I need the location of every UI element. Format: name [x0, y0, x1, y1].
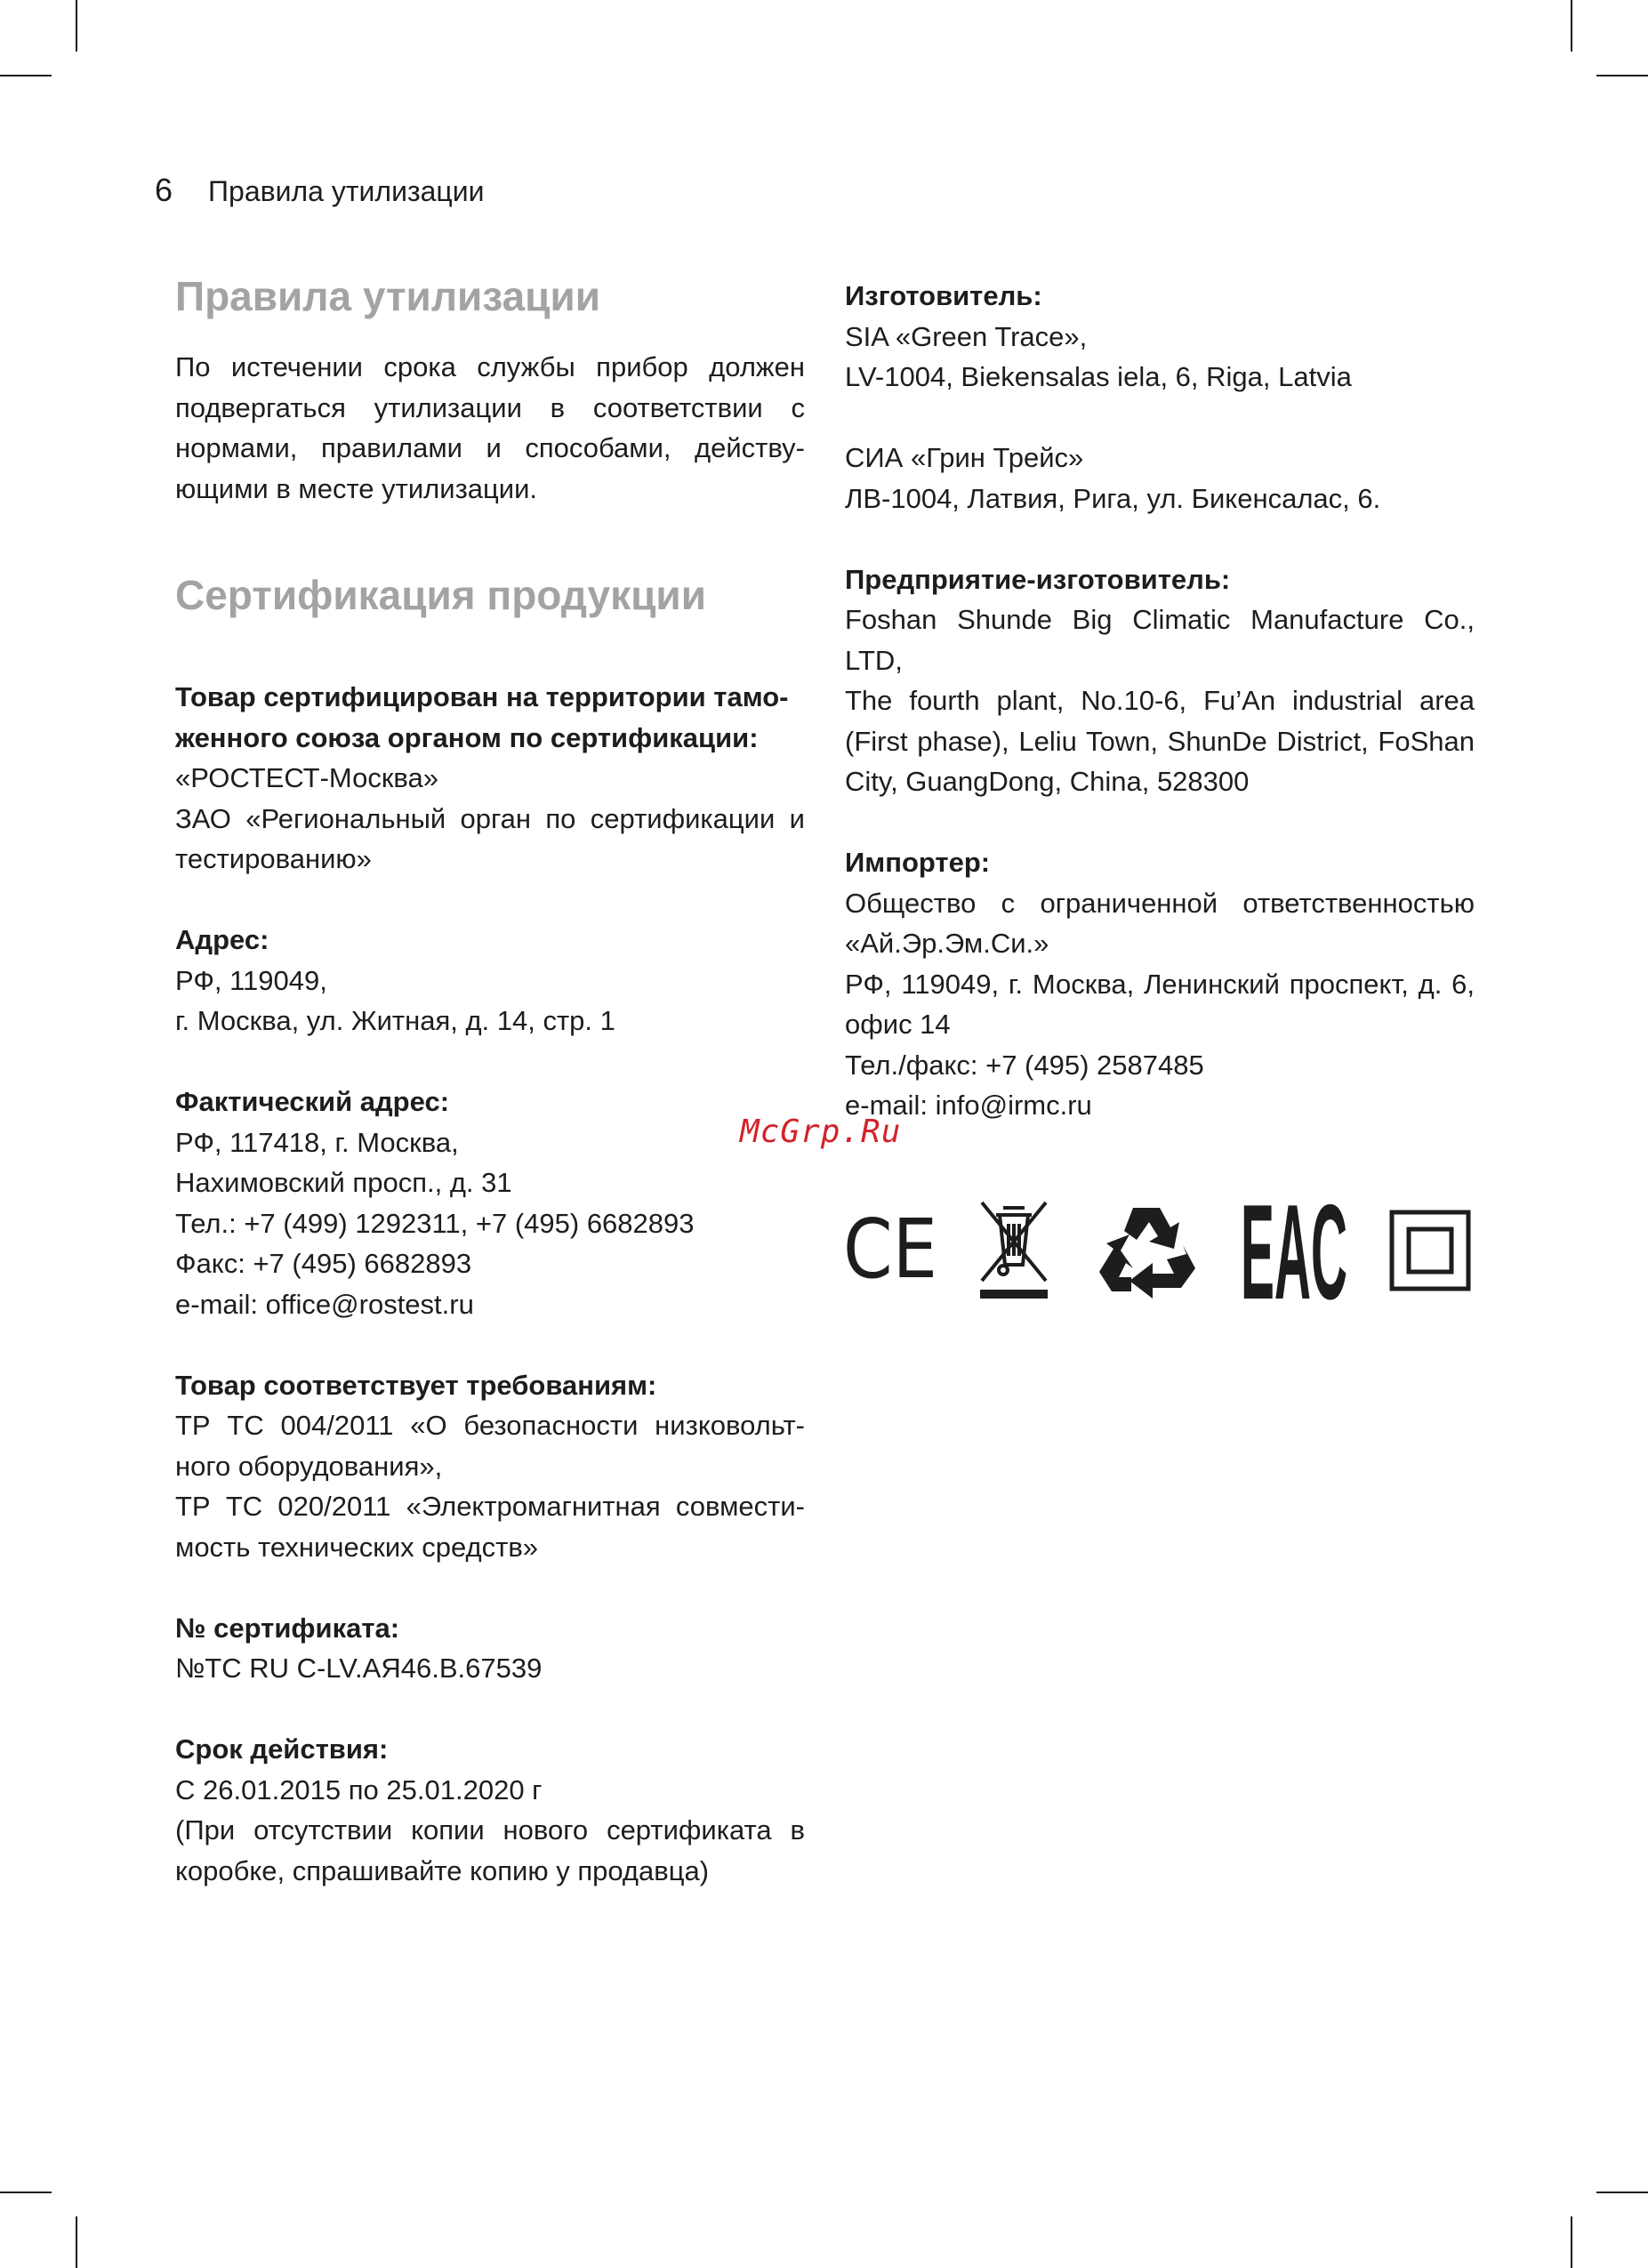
actual-phone: Тел.: +7 (499) 1292311, +7 (495) 6682893: [175, 1207, 695, 1239]
actual-address-line: Нахимовский просп., д. 31: [175, 1167, 512, 1198]
certificate-number-value: №ТС RU C-LV.АЯ46.В.67539: [175, 1653, 543, 1684]
watermark: McGrp.Ru: [740, 1114, 902, 1150]
actual-address-label: Фактический адрес:: [175, 1086, 450, 1117]
validity-label: Срок действия:: [175, 1733, 389, 1765]
weee-bin-icon: [977, 1199, 1051, 1302]
crop-mark: [0, 75, 52, 76]
left-column: [175, 265, 805, 1932]
requirement-item: ТР ТС 004/2011 «О безопасности низковольт-ного оборудования»,: [175, 1410, 805, 1482]
validity-dates: С 26.01.2015 по 25.01.2020 г: [175, 1773, 543, 1806]
manufacturer-line: LV-1004, Biekensalas iela, 6, Riga, Latvia: [845, 361, 1352, 392]
cert-intro-line-2: женного союза органом по сертификации:: [175, 721, 759, 753]
plant-company: Foshan Shunde Big Climatic Manufacture Co., LTD,: [845, 604, 1475, 676]
plant-label: Предприятие-изготовитель:: [845, 563, 1231, 595]
importer-block: [845, 842, 1475, 1126]
certificate-number-label: № сертификата:: [175, 1612, 400, 1644]
eac-mark-icon: [1241, 1177, 1347, 1328]
manufacturer-ru-block: [845, 438, 1475, 519]
plant-block: [845, 559, 1475, 802]
running-header: [155, 171, 484, 211]
cert-body-name: «РОСТЕСТ-Москва»: [175, 762, 439, 793]
crop-mark: [1596, 2192, 1648, 2193]
disposal-text: По истечении срока службы прибор должен подвергаться утилизации в соответствии с нормами, правилами и способами, действу-ющими в месте утилизации.: [175, 351, 805, 504]
actual-fax: Факс: +7 (495) 6682893: [175, 1248, 472, 1279]
crop-mark: [76, 2216, 77, 2268]
importer-company: Общество с ограниченной ответственностью «Ай.Эр.Эм.Си.»: [845, 887, 1475, 959]
address-line: г. Москва, ул. Житная, д. 14, стр. 1: [175, 1005, 615, 1036]
running-section-title: Правила утилизации: [208, 175, 485, 207]
manufacturer-block: [845, 276, 1475, 398]
page-number: 6: [155, 172, 173, 208]
importer-phone: Тел./факс: +7 (495) 2587485: [845, 1049, 1204, 1081]
disposal-heading: Правила утилизации: [175, 273, 601, 319]
address-block: [175, 920, 805, 1042]
requirement-item: ТР ТС 020/2011 «Электромагнитная совмести-мость технических средств»: [175, 1491, 805, 1563]
validity-block: [175, 1729, 805, 1891]
certification-body-block: [175, 677, 805, 880]
requirements-block: [175, 1365, 805, 1568]
crop-mark: [0, 2192, 52, 2193]
address-line: РФ, 119049,: [175, 964, 327, 996]
right-column: [845, 265, 1475, 1166]
svg-text:EAC: EAC: [1241, 1177, 1347, 1328]
crop-mark: [1571, 2216, 1572, 2268]
address-label: Адрес:: [175, 924, 269, 955]
manufacturer-ru-line: СИА «Грин Трейс»: [845, 442, 1084, 473]
crop-mark: [1571, 0, 1572, 52]
actual-address-line: РФ, 117418, г. Москва,: [175, 1126, 459, 1158]
manufacturer-ru-line: ЛВ-1004, Латвия, Рига, ул. Бикенсалас, 6.: [845, 482, 1381, 514]
requirements-label: Товар соответствует требованиям:: [175, 1369, 657, 1401]
plant-address: The fourth plant, No.10-6, Fu’An industrial area (First phase), Leliu Town, ShunDe District, FoShan City, GuangDong, China, 528300: [845, 685, 1475, 797]
ce-mark-icon: [843, 1202, 941, 1297]
manufacturer-label: Изготовитель:: [845, 280, 1042, 311]
certification-marks: [843, 1177, 1475, 1328]
importer-label: Импортер:: [845, 847, 991, 878]
importer-email: e-mail: info@irmc.ru: [845, 1090, 1092, 1121]
svg-text:CE: CE: [843, 1202, 937, 1297]
crop-mark: [76, 0, 77, 52]
recycle-icon: [1094, 1199, 1199, 1300]
cert-intro-line-1: Товар сертифицирован на территории тамо-: [175, 681, 789, 712]
importer-address: РФ, 119049, г. Москва, Ленинский проспект, д. 6, офис 14: [845, 968, 1475, 1040]
actual-address-block: [175, 1082, 805, 1324]
actual-email: e-mail: office@rostest.ru: [175, 1288, 474, 1320]
cert-body-org: ЗАО «Региональный орган по сертификации и тестированию»: [175, 802, 805, 874]
manufacturer-line: SIA «Green Trace»,: [845, 320, 1088, 352]
validity-note: (При отсутствии копии нового сертификата в коробке, спрашивайте копию у продавца): [175, 1814, 805, 1886]
class-ii-icon: [1389, 1210, 1471, 1291]
crop-mark: [1596, 75, 1648, 76]
certificate-number-block: [175, 1608, 805, 1689]
certification-heading: Сертификация продукции: [175, 572, 706, 618]
